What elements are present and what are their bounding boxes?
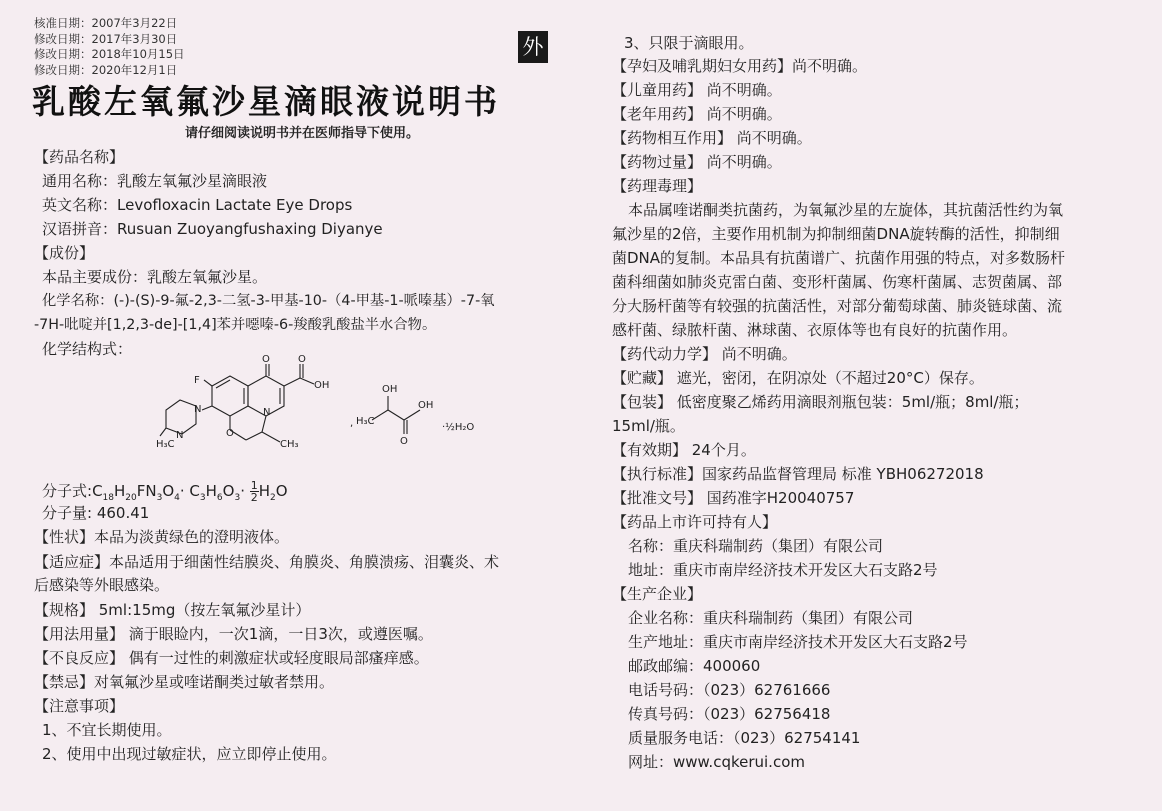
specification: 【规格】 5ml:15mg（按左氧氟沙星计） <box>34 601 311 619</box>
methyl-label: CH₃ <box>280 439 299 450</box>
indications-line-1: 【适应症】本品适用于细菌性结膜炎、角膜炎、角膜溃疡、泪囊炎、术 <box>34 553 500 571</box>
keto-oxygen-label: O <box>262 354 270 365</box>
revision-date-1: 修改日期：2017年3月30日 <box>34 31 178 46</box>
manufacturer-address: 生产地址：重庆市南岸经济技术开发区大石支路2号 <box>628 633 968 651</box>
lactic-acid-oh-label: OH <box>418 400 434 411</box>
pharmacology-line-1: 本品属喹诺酮类抗菌药，为氧氟沙星的左旋体，其抗菌活性约为氧 <box>628 201 1064 219</box>
chemical-name-line-1: 化学名称：(-)-(S)-9-氟-2,3-二氢-3-甲基-10-（4-甲基-1-哌嗪基）-7-氧 <box>42 293 495 309</box>
manufacturer-name: 企业名称：重庆科瑞制药（集团）有限公司 <box>628 609 914 627</box>
website: 网址：www.cqkerui.com <box>628 753 805 771</box>
pediatric-use: 【儿童用药】 尚不明确。 <box>612 81 782 99</box>
validity-period: 【有效期】 24个月。 <box>612 441 756 459</box>
carboxyl-oh-label: OH <box>314 380 330 391</box>
adverse-reactions: 【不良反应】 偶有一过性的刺激症状或轻度眼局部瘙痒感。 <box>34 649 429 667</box>
piperazine-n2-label: N <box>176 430 184 441</box>
precaution-3: 3、只限于滴眼用。 <box>624 34 754 52</box>
n-methyl-label: H₃C <box>156 439 175 450</box>
drug-name-heading: 【药品名称】 <box>34 148 125 166</box>
pharmacology-line-6: 感杆菌、绿脓杆菌、淋球菌、衣原体等也有良好的抗菌作用。 <box>612 321 1018 339</box>
lactic-methyl-label: H₃C <box>356 416 375 427</box>
phone-number: 电话号码：（023）62761666 <box>628 681 831 699</box>
precaution-2: 2、使用中出现过敏症状，应立即停止使用。 <box>42 745 337 763</box>
common-name: 通用名称：乳酸左氧氟沙星滴眼液 <box>42 172 268 190</box>
carboxyl-oxygen-label: O <box>298 354 306 365</box>
geriatric-use: 【老年用药】 尚不明确。 <box>612 105 782 123</box>
storage: 【贮藏】 遮光，密闭，在阴凉处（不超过20°C）保存。 <box>612 369 984 387</box>
chemical-name-line-2: -7H-吡啶并[1,2,3-de]-[1,4]苯并噁嗪-6-羧酸乳酸盐半水合物。 <box>34 317 437 333</box>
indications-line-2: 后感染等外眼感染。 <box>34 576 170 594</box>
ring-n-label: N <box>263 407 271 418</box>
approval-date: 核准日期：2007年3月22日 <box>34 16 178 30</box>
lactic-acid-oxygen-label: O <box>400 436 408 447</box>
hemihydrate-label: ·½H₂O <box>442 422 475 433</box>
precaution-1: 1、不宜长期使用。 <box>42 721 172 739</box>
ring-oxygen-label: O <box>226 428 234 439</box>
chemical-structure <box>150 352 490 462</box>
pharmacology-heading: 【药理毒理】 <box>612 177 703 195</box>
contraindications: 【禁忌】对氧氟沙星或喹诺酮类过敏者禁用。 <box>34 673 335 691</box>
fax-number: 传真号码：（023）62756418 <box>628 705 831 723</box>
postal-code: 邮政邮编：400060 <box>628 657 761 675</box>
packaging-line-1: 【包装】 低密度聚乙烯药用滴眼剂瓶包装：5ml/瓶；8ml/瓶； <box>612 393 1029 411</box>
lactic-hydroxyl-label: OH <box>382 384 398 395</box>
revision-dates <box>34 16 185 78</box>
external-use-stamp: 外 <box>518 31 548 63</box>
manufacturer-heading: 【生产企业】 <box>612 585 703 603</box>
pinyin-name: 汉语拼音：Rusuan Zuoyangfushaxing Diyanye <box>42 220 383 238</box>
approval-number: 【批准文号】 国药准字H20040757 <box>612 489 855 507</box>
precautions-heading: 【注意事项】 <box>34 697 125 715</box>
ingredients-heading: 【成份】 <box>34 244 95 262</box>
drug-interactions: 【药物相互作用】 尚不明确。 <box>612 129 812 147</box>
mah-name: 名称：重庆科瑞制药（集团）有限公司 <box>628 537 884 555</box>
molecular-formula: 分子式$:C_{18}H_{20}FN_3O_4\cdot C_3H_6O_3\cdot$ $\frac{1}{2}$ $H_2O$ <box>42 479 288 504</box>
properties: 【性状】本品为淡黄绿色的澄明液体。 <box>34 528 290 546</box>
mah-heading: 【药品上市许可持有人】 <box>612 513 778 531</box>
service-phone: 质量服务电话：（023）62754141 <box>628 729 861 747</box>
document-title: 乳酸左氧氟沙星滴眼液说明书 <box>32 82 500 121</box>
piperazine-n-label: N <box>194 404 202 415</box>
pharmacology-line-4: 菌科细菌如肺炎克雷白菌、变形杆菌属、伤寒杆菌属、志贺菌属、部 <box>612 273 1063 291</box>
pharmacokinetics: 【药代动力学】 尚不明确。 <box>612 345 797 363</box>
main-ingredient: 本品主要成份：乳酸左氧氟沙星。 <box>42 268 268 286</box>
fluorine-label: F <box>194 375 200 386</box>
english-name: 英文名称：Levofloxacin Lactate Eye Drops <box>42 196 353 214</box>
molecular-weight: 分子量: 460.41 <box>42 504 150 522</box>
separator-comma: , <box>350 418 354 429</box>
mah-address: 地址：重庆市南岸经济技术开发区大石支路2号 <box>628 561 938 579</box>
document-subtitle: 请仔细阅读说明书并在医师指导下使用。 <box>185 126 420 141</box>
revision-date-3: 修改日期：2020年12月1日 <box>34 62 178 77</box>
overdose: 【药物过量】 尚不明确。 <box>612 153 782 171</box>
execution-standard: 【执行标准】国家药品监督管理局 标准 YBH06272018 <box>612 465 984 483</box>
pharmacology-line-2: 氟沙星的2倍，主要作用机制为抑制细菌DNA旋转酶的活性，抑制细 <box>612 225 1060 243</box>
pharmacology-line-5: 分大肠杆菌等有较强的抗菌活性，对部分葡萄球菌、肺炎链球菌、流 <box>612 297 1063 315</box>
pharmacology-line-3: 菌DNA的复制。本品具有抗菌谱广、抗菌作用强的特点，对多数肠杆 <box>612 249 1066 267</box>
usage-dosage: 【用法用量】 滴于眼睑内，一次1滴，一日3次，或遵医嘱。 <box>34 625 433 643</box>
structure-label: 化学结构式： <box>42 340 133 358</box>
revision-date-2: 修改日期：2018年10月15日 <box>34 47 185 61</box>
formula-fraction: $\frac{1}{2}$ <box>250 479 258 504</box>
pregnancy-use: 【孕妇及哺乳期妇女用药】尚不明确。 <box>612 57 868 75</box>
packaging-line-2: 15ml/瓶。 <box>612 417 685 435</box>
